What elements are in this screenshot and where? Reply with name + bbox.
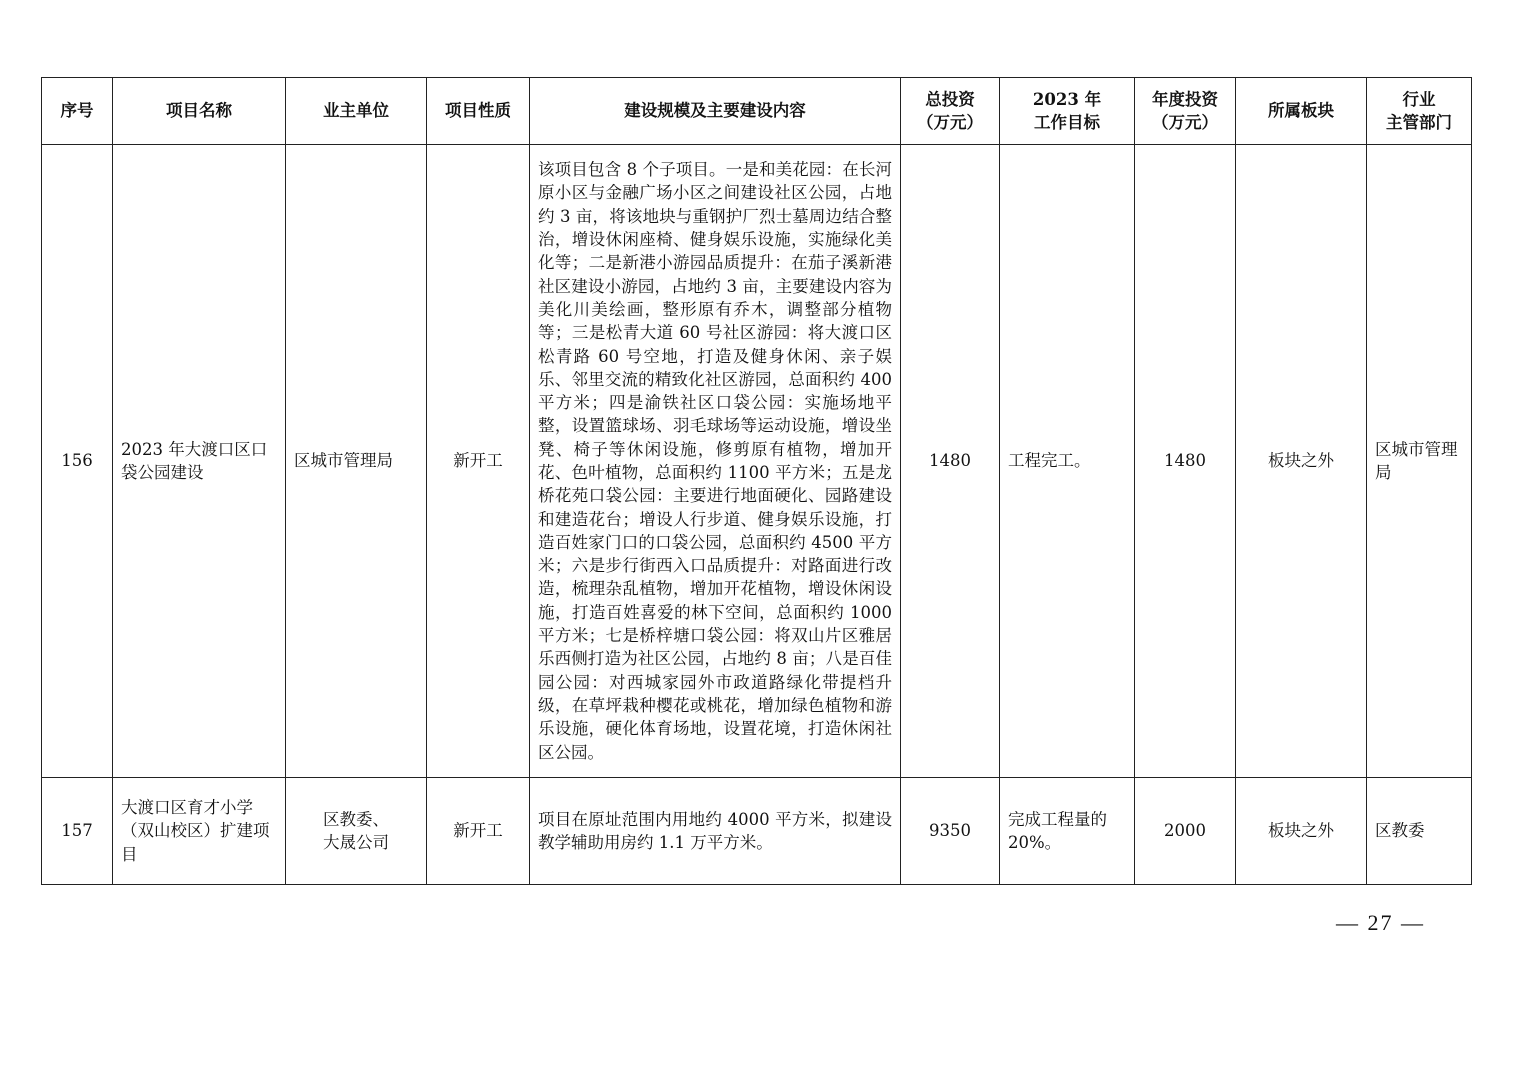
header-nature: 项目性质 — [427, 78, 530, 145]
cell-goal: 工程完工。 — [1000, 145, 1135, 778]
header-sector: 所属板块 — [1236, 78, 1367, 145]
header-dept — [1367, 78, 1472, 145]
cell-goal: 完成工程量的 20%。 — [1000, 778, 1135, 885]
header-row — [42, 78, 1472, 145]
cell-nature: 新开工 — [427, 145, 530, 778]
cell-project-name: 大渡口区育才小学（双山校区）扩建项目 — [113, 778, 286, 885]
header-total-invest-line1: 总投资 — [925, 89, 975, 109]
cell-annual-invest: 2000 — [1135, 778, 1236, 885]
header-dept-line2: 主管部门 — [1386, 113, 1452, 132]
cell-total-invest: 1480 — [901, 145, 1000, 778]
cell-total-invest: 9350 — [901, 778, 1000, 885]
cell-owner — [286, 778, 427, 885]
cell-owner-line1: 区教委、 — [323, 809, 389, 829]
header-total-invest — [901, 78, 1000, 145]
header-annual-invest-line1: 年度投资 — [1152, 89, 1218, 109]
cell-content: 该项目包含 8 个子项目。一是和美花园：在长河原小区与金融广场小区之间建设社区公园，占地约 3 亩，将该地块与重钢护厂烈士墓周边结合整治，增设休闲座椅、健身娱乐设施，实施绿化美化等；二是新港小游园品质提升：在茄子溪新港社区建设小游园，占地约 3 亩，主要建设内容为美化川美绘画，整形原有乔木，调整部分植物等；三是松青大道 60 号社区游园：将大渡口区松青路 60 号空地，打造及健身休闲、亲子娱乐、邻里交流的精致化社区游园，总面积约 400 平方米；四是渝铁社区口袋公园：实施场地平整，设置篮球场、羽毛球场等运动设施，增设坐凳、椅子等休闲设施，修剪原有植物，增加开花、色叶植物，总面积约 1100 平方米；五是龙桥花苑口袋公园：主要进行地面硬化、园路建设和建造花台；增设人行步道、健身娱乐设施，打造百姓家门口的口袋公园，总面积约 4500 平方米；六是步行街西入口品质提升：对路面进行改造，梳理杂乱植物，增加开花植物，增设休闲设施，打造百姓喜爱的林下空间，总面积约 1000 平方米；七是桥梓塘口袋公园：将双山片区雅居乐西侧打造为社区公园，占地约 8 亩；八是百佳园公园：对西城家园外市政道路绿化带提档升级，在草坪栽种樱花或桃花，增加绿色植物和游乐设施，硬化体育场地，设置花境，打造休闲社区公园。 — [530, 145, 901, 778]
cell-owner: 区城市管理局 — [286, 145, 427, 778]
cell-sector: 板块之外 — [1236, 778, 1367, 885]
header-dept-line1: 行业 — [1402, 89, 1436, 109]
table-row — [42, 778, 1472, 885]
cell-project-name: 2023 年大渡口区口袋公园建设 — [113, 145, 286, 778]
header-annual-invest-line2: （万元） — [1152, 113, 1218, 132]
header-goal-line2: 工作目标 — [1034, 113, 1100, 132]
cell-owner-line2: 大晟公司 — [323, 833, 389, 852]
header-seq: 序号 — [42, 78, 113, 145]
header-name: 项目名称 — [113, 78, 286, 145]
header-goal-line1: 2023 年 — [1032, 89, 1102, 109]
cell-content: 项目在原址范围内用地约 4000 平方米，拟建设教学辅助用房约 1.1 万平方米。 — [530, 778, 901, 885]
header-goal — [1000, 78, 1135, 145]
cell-seq: 157 — [42, 778, 113, 885]
cell-dept: 区城市管理局 — [1367, 145, 1472, 778]
page-number: — 27 — — [1336, 910, 1425, 935]
cell-seq: 156 — [42, 145, 113, 778]
cell-annual-invest: 1480 — [1135, 145, 1236, 778]
table-row — [42, 145, 1472, 778]
project-table — [41, 77, 1472, 885]
header-owner: 业主单位 — [286, 78, 427, 145]
cell-sector: 板块之外 — [1236, 145, 1367, 778]
header-content: 建设规模及主要建设内容 — [530, 78, 901, 145]
header-total-invest-line2: （万元） — [917, 113, 983, 132]
cell-dept: 区教委 — [1367, 778, 1472, 885]
header-annual-invest — [1135, 78, 1236, 145]
cell-nature: 新开工 — [427, 778, 530, 885]
